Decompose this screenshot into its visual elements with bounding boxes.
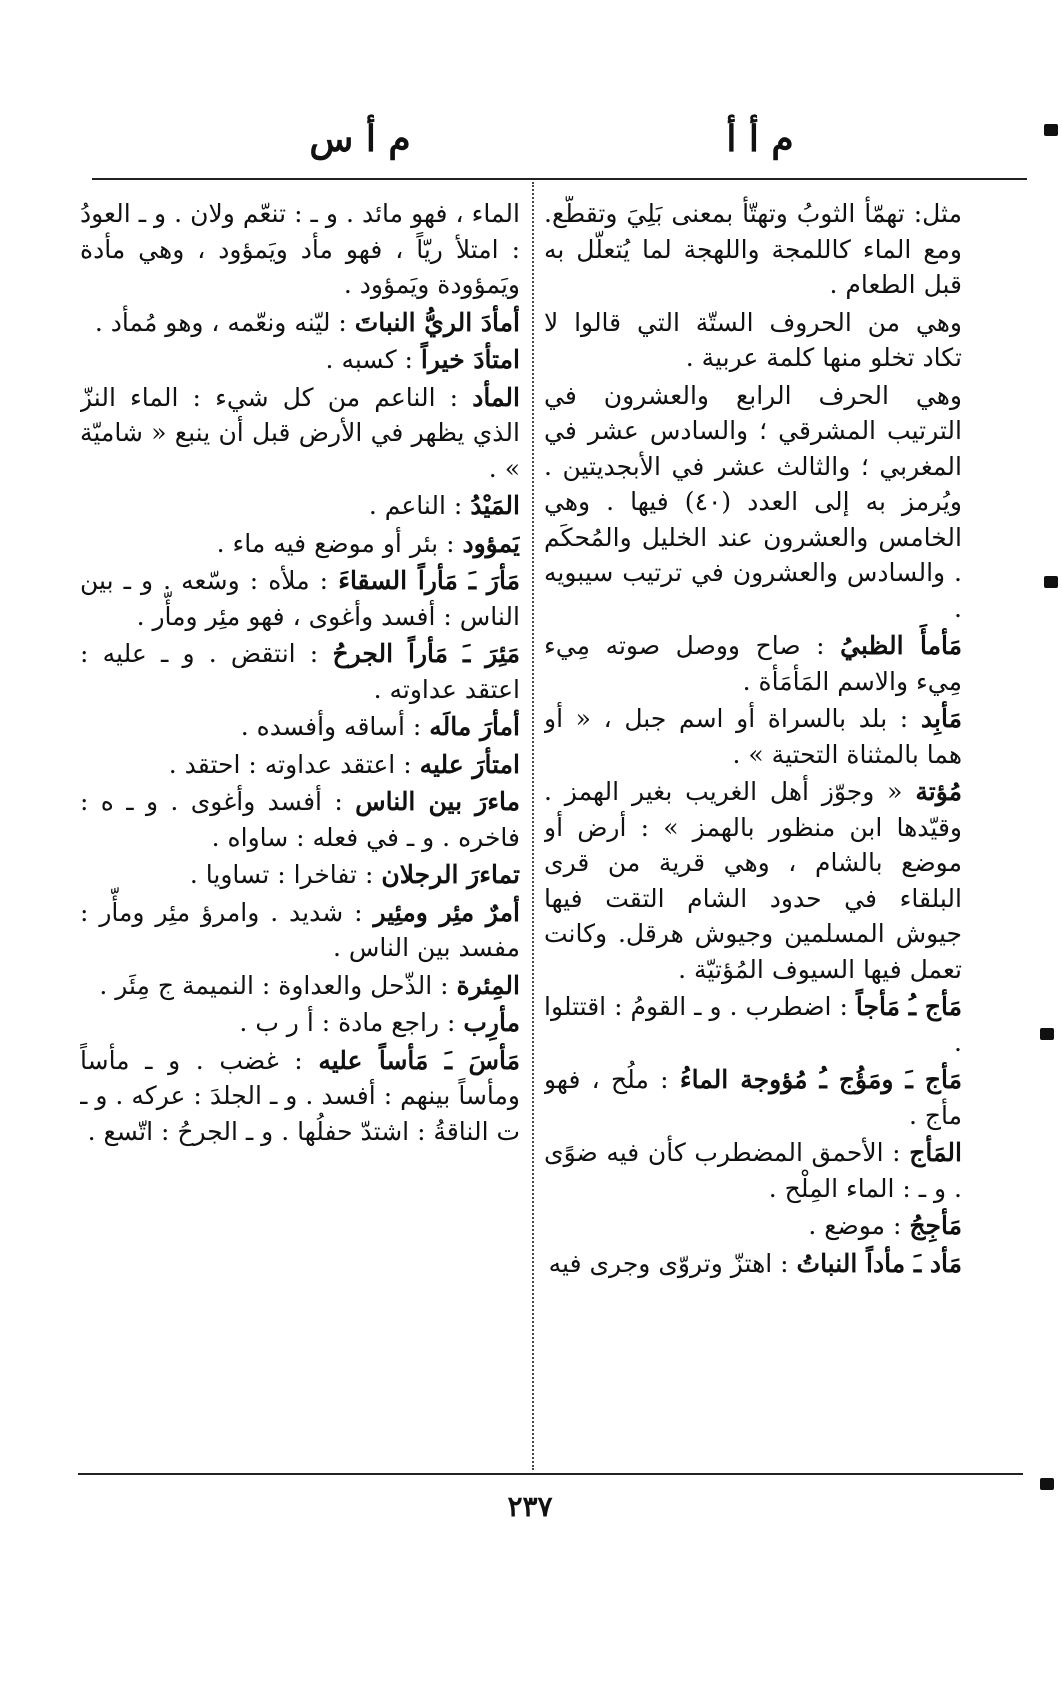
entry-headword: المأد [472, 382, 520, 412]
entry-definition: : شديد . وامرؤ مئِر ومأّر : مفسد بين الناس . [80, 897, 520, 962]
dictionary-entry [80, 380, 520, 487]
entry-headword: تماءرَ الرجلان [381, 860, 520, 889]
entry-headword: مَأرَ ـَ مَأراً السقاءَ [338, 566, 520, 595]
dictionary-entry [544, 1135, 962, 1206]
dictionary-entry [80, 342, 520, 378]
column-divider [532, 182, 534, 1470]
binding-mark [1040, 1478, 1054, 1490]
entry-headword: مأرِب [463, 1008, 520, 1037]
dictionary-entry [544, 989, 962, 1060]
entry-headword: يَمؤود [462, 528, 520, 558]
entry-definition: : ليّنه ونعّمه ، وهو مُمأد . [94, 307, 347, 337]
dictionary-entry [544, 305, 962, 376]
entry-headword: مَئِرَ ـَ مَأراً الجرحُ [332, 639, 520, 668]
entry-definition: : غضب . و ـ مأساً ومأساً بينهم : أفسد . و ـ الجلدَ : عركه . و ـ ت الناقةُ : اشتدّ حفلُها . و ـ الجرحُ : اتّسع . [80, 1045, 520, 1146]
entry-definition: « وجوّز أهل الغريب بغير الهمز . وقيّدها ابن منظور بالهمز » : أرض أو موضع بالشام ، وهي قرية من قرى البلقاء في حدود الشام التقت فيها جيوش المسلمين وجيوش هرقل. وكانت تعمل فيها السيوف المُؤتيّة . [544, 777, 962, 984]
entry-definition: : الناعم . [368, 491, 463, 520]
dictionary-entry [544, 1246, 962, 1282]
running-head-right: م أ أ [726, 118, 794, 160]
dictionary-entry [80, 305, 520, 341]
entry-headword: امتأرَ عليه [419, 749, 520, 779]
entry-headword: مَأجِجُ [909, 1211, 962, 1240]
entry-definition: : اضطرب . و ـ القومُ : اقتتلوا . [544, 992, 962, 1057]
entry-headword: امتأدَ خيراً [420, 345, 520, 374]
entry-definition: : ملُح ، فهو مأج . [544, 1065, 962, 1130]
binding-mark [1044, 576, 1058, 588]
dictionary-entry [544, 196, 962, 303]
page-number: ٢٣٧ [507, 1490, 553, 1523]
entry-definition: وهي الحرف الرابع والعشرون في الترتيب المشرقي ؛ والسادس عشر في المغربي ؛ والثالث عشر في الأبجديتين . ويُرمز به إلى العدد (٤٠) فيها . وهي الخامس والعشرون عند الخليل والمُحكَم . والسادس والعشرون في ترتيب سيبويه . [544, 380, 962, 623]
dictionary-entry [544, 378, 962, 627]
running-head-left: م أ س [309, 118, 411, 160]
dictionary-entry [80, 636, 520, 707]
dictionary-entry [80, 895, 520, 966]
dictionary-entry [544, 1062, 962, 1133]
entry-definition: : تفاخرا : تساويا . [189, 860, 374, 889]
dictionary-entry [544, 774, 962, 987]
entry-definition: : موضع . [808, 1211, 902, 1240]
entry-definition: : اعتقد عداوته : احتقد . [168, 749, 412, 779]
entry-definition: الماء ، فهو مائد . و ـ : تنعّم ولان . و ـ العودُ : امتلأ ريّاً ، فهو مأد ويَمؤود ، وهي مأدة ويَمؤودة ويَمؤود . [80, 199, 520, 299]
entry-headword: مَأسَ ـَ مَأساً عليه [318, 1045, 520, 1075]
entry-definition: : راجع مادة : أ ر ب . [239, 1008, 456, 1037]
entry-headword: أمأدَ الريُّ النباتَ [354, 307, 520, 337]
entry-definition: : انتقض . و ـ عليه : اعتقد عداوته . [80, 639, 520, 704]
binding-mark [1040, 1028, 1054, 1040]
entry-definition: : كسبه . [325, 345, 413, 374]
entry-definition: : أساقه وأفسده . [240, 712, 422, 741]
dictionary-entry [544, 1208, 962, 1244]
dictionary-entry [80, 747, 520, 783]
entry-headword: مَأج ـُ مَأجاً [855, 992, 962, 1021]
dictionary-entry [80, 968, 520, 1004]
entry-definition: : أفسد وأغوى . و ـ ه : فاخره . و ـ في فعله : ساواه . [80, 787, 520, 852]
right-column [544, 196, 962, 1466]
entry-headword: مَأج ـَ ومَؤُج ـُ مُؤوجة الماءُ [679, 1065, 962, 1094]
dictionary-entry [80, 563, 520, 634]
header-rule [92, 178, 1027, 180]
dictionary-entry [80, 784, 520, 855]
entry-headword: أمرٌ مئِر ومئِير [373, 897, 520, 927]
dictionary-entry [80, 1005, 520, 1041]
entry-definition: : الذّحل والعداوة : النميمة ج مِئَر . [99, 970, 449, 1000]
entry-definition: : الأحمق المضطرب كأن فيه ضوًى . و ـ : الماء المِلْح . [544, 1138, 962, 1203]
footer-rule [78, 1473, 1023, 1475]
entry-definition: مثل: تهمّأ الثوبُ وتهتّأ بمعنى بَلِيَ وتقطّع. ومع الماء كاللمجة واللهجة لما يُتعلّل به قبل الطعام . [544, 199, 962, 299]
dictionary-entry [80, 1043, 520, 1150]
entry-definition: : صاح ووصل صوته مِيء مِيء والاسم المَأمَأة . [544, 631, 962, 696]
dictionary-entry [80, 488, 520, 524]
entry-headword: مَأبِد [920, 704, 962, 733]
entry-definition: : بلد بالسراة أو اسم جبل ، « أو هما بالمثناة التحتية » . [544, 704, 962, 769]
left-column [80, 196, 520, 1466]
entry-headword: أمأرَ مالَه [429, 712, 520, 741]
entry-definition: : اهتزّ وتروّى وجرى فيه [548, 1248, 789, 1278]
entry-headword: المَأج [909, 1138, 962, 1167]
dictionary-entry [544, 701, 962, 772]
dictionary-entry [80, 196, 520, 303]
dictionary-entry [544, 628, 962, 699]
dictionary-entry [80, 709, 520, 745]
entry-headword: ماءرَ بين الناس [355, 787, 520, 816]
entry-headword: مُؤتة [915, 777, 962, 806]
entry-headword: مَأد ـَ مأداً النباتُ [796, 1248, 962, 1278]
dictionary-entry [80, 857, 520, 893]
dictionary-entry [80, 526, 520, 562]
entry-definition: : ملأه : وسّعه . و ـ بين الناس : أفسد وأغوى ، فهو مئِر ومأّر . [80, 566, 520, 631]
entry-definition: وهي من الحروف الستّة التي قالوا لا تكاد تخلو منها كلمة عربية . [544, 307, 962, 372]
entry-definition: : الناعم من كل شيء : الماء النزّ الذي يظهر في الأرض قبل أن ينبع « شاميّة » . [80, 382, 520, 483]
entry-headword: المَيْدُ [470, 491, 520, 520]
entry-headword: مَأمأَ الظبيُ [840, 631, 962, 660]
binding-mark [1044, 124, 1058, 136]
entry-headword: المِئرة [456, 970, 520, 1000]
entry-definition: : بئر أو موضع فيه ماء . [216, 528, 455, 558]
